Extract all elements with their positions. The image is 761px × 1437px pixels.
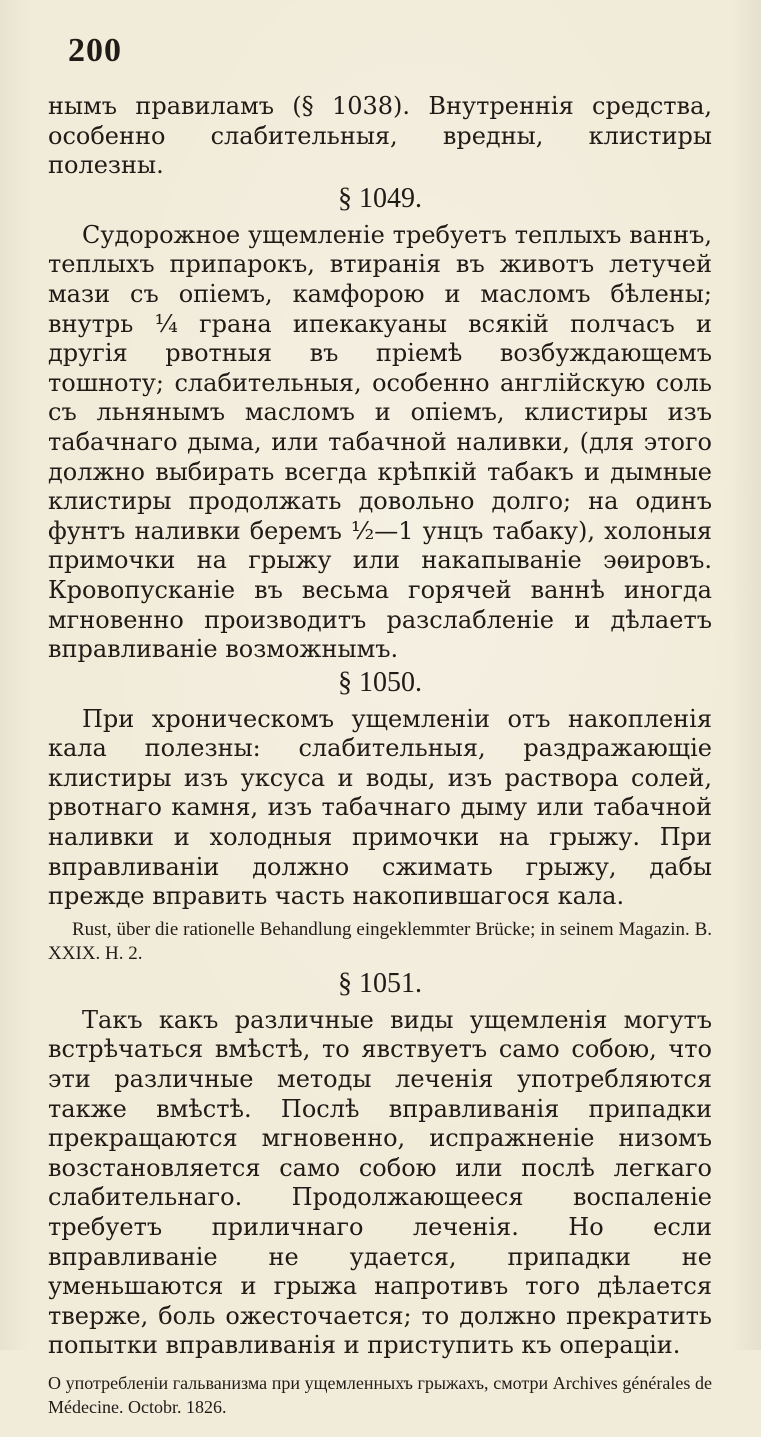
section-heading-1051: § 1051. bbox=[338, 967, 422, 999]
section-heading-1049: § 1049. bbox=[338, 182, 422, 214]
page-content bbox=[48, 92, 712, 1437]
section-heading-1050: § 1050. bbox=[338, 666, 422, 698]
section-paragraph-1049: Судорожное ущемленіе требуетъ теплыхъ ваннъ, теплыхъ припарокъ, втиранія въ животъ летучей мази съ опіемъ, камфорою и масломъ бѣлены; внутрь ¼ грана ипекакуаны всякій полчасъ и другія рвотныя въ пріемѣ возбуждающемъ тошноту; слабительныя, особенно англійскую соль съ льнянымъ масломъ и опіемъ, клистиры изъ табачнаго дыма, или табачной наливки, (для этого должно выбирать всегда крѣпкій табакъ и дымные клистиры продолжать довольно долго; на одинъ фунтъ наливки беремъ ½—1 унцъ табаку), холоныя примочки на грыжу или накапываніе эѳировъ. Кровопусканіе въ весьма горячей ваннѣ иногда мгновенно производитъ разслабленіе и дѣлаетъ вправливаніе возможнымъ. bbox=[48, 220, 712, 664]
reference-note-1050: Rust, über die rationelle Behandlung eingeklemmter Brücke; in seinem Magazin. B. XXIX. H. 2. bbox=[48, 918, 712, 964]
page-number: 200 bbox=[68, 32, 122, 69]
section-paragraph-1051: Такъ какъ различные виды ущемленія могутъ встрѣчаться вмѣстѣ, то явствуетъ само собою, что эти различные методы леченія употребляются также вмѣстѣ. Послѣ вправливанія припадки прекращаются мгновенно, испражненіе низомъ возстановляется само собою или послѣ легкаго слабительнаго. Продолжающееся воспаленіе требуетъ приличнаго леченія. Но если вправливаніе не удается, припадки не уменьшаются и грыжа напротивъ того дѣлается тверже, боль ожесточается; то должно прекратить попытки вправливанія и приступить къ операціи. bbox=[48, 1005, 712, 1360]
continued-paragraph: нымъ правиламъ (§ 1038). Внутреннія средства, особенно слабительныя, вредны, клистиры полезны. bbox=[48, 92, 712, 180]
section-paragraph-1050: При хроническомъ ущемленіи отъ накопленія кала полезны: слабительныя, раздражающіе клистиры изъ уксуса и воды, изъ раствора солей, рвотнаго камня, изъ табачнаго дыму или табачной наливки и холодныя примочки на грыжу. При вправливаніи должно сжимать грыжу, дабы прежде вправить часть накопившагося кала. bbox=[48, 704, 712, 911]
reference-note-1051: О употребленіи гальванизма при ущемленныхъ грыжахъ, смотри Archives générales de Médecine. Octobr. 1826. bbox=[48, 1372, 712, 1417]
